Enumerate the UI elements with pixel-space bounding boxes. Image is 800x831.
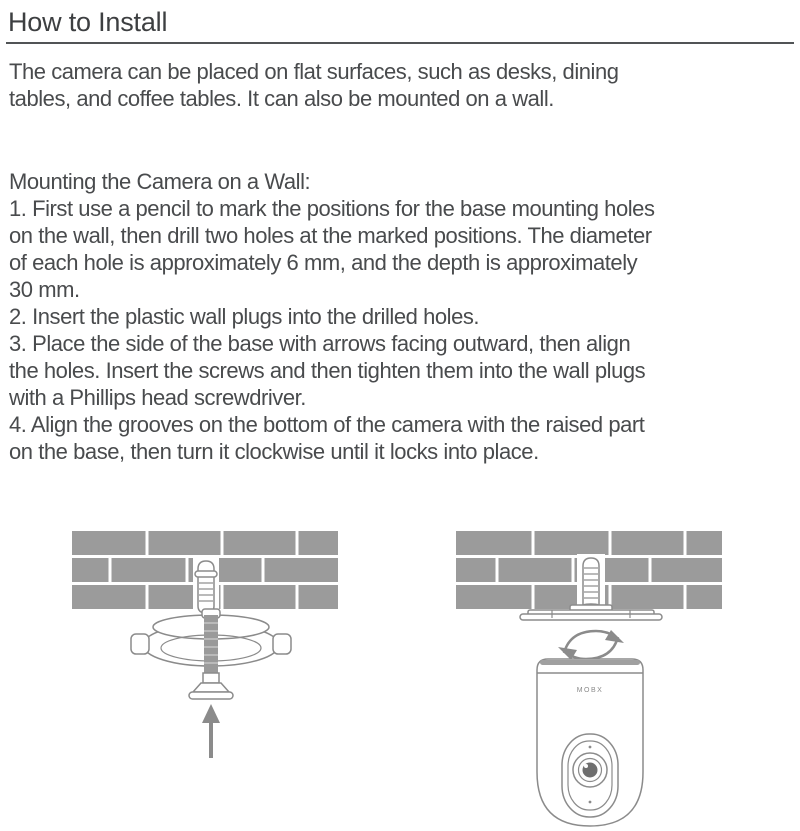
up-arrow-icon	[202, 704, 220, 758]
text-line: Mounting the Camera on a Wall:	[9, 169, 311, 194]
text-line: with a Phillips head screwdriver.	[9, 385, 306, 410]
title-divider	[6, 42, 794, 44]
diagram-anchor-and-base	[72, 531, 338, 758]
text-line: on the base, then turn it clockwise until it locks into place.	[9, 439, 539, 464]
intro-paragraph	[9, 58, 792, 112]
text-line: The camera can be placed on flat surfaces, such as desks, dining	[9, 59, 619, 84]
text-line: 4. Align the grooves on the bottom of the camera with the raised part	[9, 412, 645, 437]
mounting-instructions	[9, 168, 792, 465]
text-line: tables, and coffee tables. It can also be mounted on a wall.	[9, 86, 554, 111]
text-line: 30 mm.	[9, 277, 80, 302]
text-line: the holes. Insert the screws and then tighten them into the wall plugs	[9, 358, 646, 383]
diagram-camera-mounting	[456, 531, 722, 826]
page-title: How to Install	[8, 7, 168, 37]
installation-diagrams	[0, 521, 800, 831]
rotate-arrows-icon	[558, 630, 624, 660]
text-line: of each hole is approximately 6 mm, and the depth is approximately	[9, 250, 638, 275]
manual-page	[0, 6, 800, 830]
camera-lens	[562, 734, 618, 817]
text-line: 2. Insert the plastic wall plugs into the drilled holes.	[9, 304, 480, 329]
text-line: on the wall, then drill two holes at the marked positions. The diameter	[9, 223, 652, 248]
text-line: 1. First use a pencil to mark the positions for the base mounting holes	[9, 196, 655, 221]
text-line: 3. Place the side of the base with arrows facing outward, then align	[9, 331, 631, 356]
camera-logo-text: MOBX	[576, 687, 604, 694]
camera-illustration	[537, 659, 643, 826]
wall-plug	[193, 557, 219, 613]
camera-top-band	[540, 660, 640, 665]
